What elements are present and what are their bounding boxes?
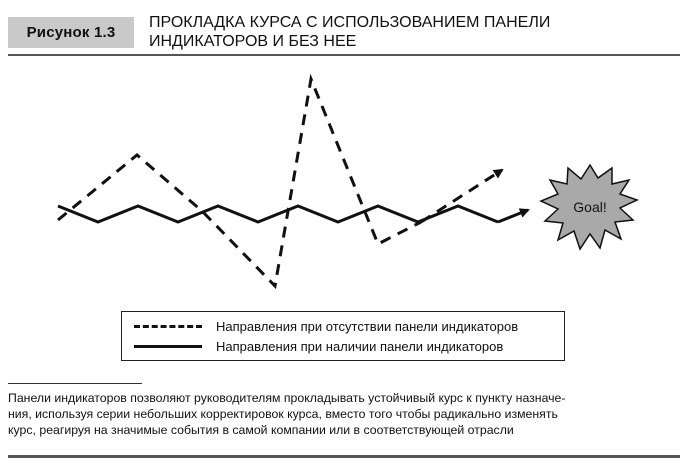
dashed-course-line	[58, 79, 421, 286]
legend-dashed-label: Направления при отсутствии панели индикаторов	[216, 318, 519, 334]
solid-course-line	[58, 206, 498, 222]
dashed-course-arrow	[421, 170, 502, 222]
legend-solid-swatch	[134, 345, 202, 348]
legend	[121, 311, 565, 361]
footer-rule	[8, 455, 680, 458]
figure-label: Рисунок 1.3	[8, 17, 134, 48]
figure-title-line-1: ПРОКЛАДКА КУРСА С ИСПОЛЬЗОВАНИЕМ ПАНЕЛИ	[149, 14, 551, 31]
caption-line-1: Панели индикаторов позволяют руководителям прокладывать устойчивый курс к пункту назначе-	[8, 391, 566, 405]
legend-item-dashed	[134, 318, 518, 334]
solid-course-arrow	[498, 210, 528, 222]
legend-item-solid	[134, 338, 503, 354]
figure-caption	[8, 390, 684, 438]
legend-solid-label: Направления при наличии панели индикаторов	[216, 338, 504, 354]
figure-title-line-2: ИНДИКАТОРОВ И БЕЗ НЕЕ	[149, 33, 357, 50]
caption-line-3: курс, реагируя на значимые события в самой компании или в соответствующей отрасли	[8, 423, 514, 437]
goal-label: Goal!	[573, 199, 607, 215]
caption-rule	[8, 383, 142, 384]
caption-line-2: ния, используя серии небольших корректировок курса, вместо того чтобы радикально изменять	[8, 407, 558, 421]
legend-dashed-swatch	[134, 325, 202, 328]
